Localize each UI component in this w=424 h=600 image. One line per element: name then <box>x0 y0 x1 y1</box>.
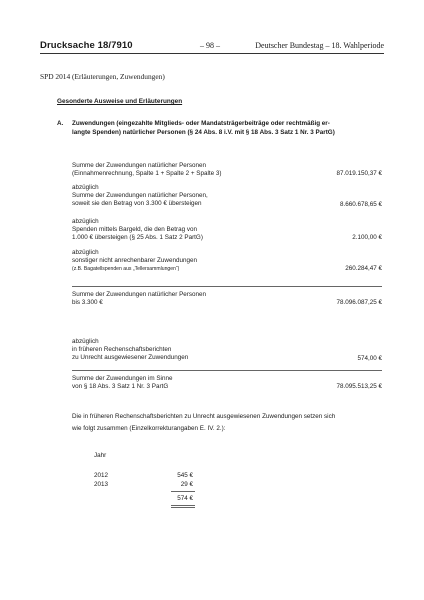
header-rule <box>40 53 384 54</box>
calc-row-label <box>72 291 206 307</box>
page-subtitle: SPD 2014 (Erläuterungen, Zuwendungen) <box>40 72 165 81</box>
section-a-label: A. <box>57 120 64 127</box>
document-number: Drucksache 18/7910 <box>40 40 133 51</box>
table-row-year: 2012 <box>94 472 109 479</box>
calc-row-line: von § 18 Abs. 3 Satz 1 Nr. 3 PartG <box>72 383 169 391</box>
calc-row-line: bis 3.300 € <box>72 299 103 307</box>
calc-row-label <box>72 162 221 178</box>
calc-row-amount: 2.100,00 € <box>352 234 382 241</box>
calc-row-line: Spenden mittels Bargeld, die den Betrag von <box>72 226 197 234</box>
calc-row-note: (z.B. Bagatellspenden aus „Tellersammlungen“) <box>72 266 180 273</box>
calc-row-amount: 8.660.678,65 € <box>339 201 382 208</box>
calc-row-line: Summe der Zuwendungen natürlicher Personen <box>72 162 207 169</box>
calc-row-amount: 260.284,47 € <box>345 265 382 272</box>
paragraph-line: wie folgt zusammen (Einzelkorrekturangaben E. IV. 2.): <box>72 424 226 432</box>
page-number: – 98 – <box>200 41 220 50</box>
subtotal-rule <box>72 286 382 287</box>
calc-row-line: Summe der Zuwendungen natürlicher Personen, <box>72 192 208 200</box>
calc-row-line: (Einnahmenrechnung, Spalte 1 + Spalte 2 + Spalte 3) <box>72 170 222 178</box>
section-title: Gesonderte Ausweise und Erläuterungen <box>57 98 183 105</box>
calc-row-label <box>72 249 197 274</box>
table-double-rule-2 <box>171 507 195 508</box>
calc-row-line: abzüglich <box>72 338 99 345</box>
table-total-value: 574 € <box>177 495 193 502</box>
calc-row-line: abzüglich <box>72 184 99 191</box>
corrections-paragraph <box>72 411 335 434</box>
table-row-value: 545 € <box>177 472 193 479</box>
table-header-year: Jahr <box>94 452 107 459</box>
calc-row-line: in früheren Rechenschaftsberichten <box>72 346 172 354</box>
calc-row-line: abzüglich <box>72 218 99 225</box>
calc-row-label <box>72 375 172 391</box>
table-row-year: 2013 <box>94 481 109 488</box>
table-row-value: 29 € <box>180 481 193 488</box>
calc-row-line: sonstiger nicht anrechenbarer Zuwendungen <box>72 257 197 265</box>
total-rule <box>72 370 382 371</box>
calc-row-line: zu Unrecht ausgewiesener Zuwendungen <box>72 354 189 362</box>
paragraph-line: Die in früheren Rechenschaftsberichten zu Unrecht ausgewiesenen Zuwendungen setzen sich <box>72 413 336 420</box>
section-a-heading-line: Zuwendungen (eingezahlte Mitglieds- oder Mandatsträgerbeiträge oder rechtmäßig er- <box>72 120 330 127</box>
calc-row-amount: 87.019.150,37 € <box>336 170 382 177</box>
calc-row-line: abzüglich <box>72 249 99 256</box>
calc-row-amount: 574,00 € <box>357 355 382 362</box>
calc-row-amount: 78.096.087,25 € <box>336 299 382 306</box>
calc-row-label <box>72 338 188 363</box>
calc-row-line: Summe der Zuwendungen im Sinne <box>72 375 173 382</box>
calc-row-label <box>72 218 203 243</box>
calc-row-line: Summe der Zuwendungen natürlicher Personen <box>72 291 207 298</box>
calc-row-label <box>72 184 208 209</box>
table-sum-rule <box>171 491 195 492</box>
table-double-rule-1 <box>171 505 195 506</box>
section-a-heading <box>72 119 335 137</box>
calc-row-line: 1.000 € übersteigen (§ 25 Abs. 1 Satz 2 PartG) <box>72 234 203 242</box>
section-a-heading-line: langte Spenden) natürlicher Personen (§ 24 Abs. 8 i.V. mit § 18 Abs. 3 Satz 1 Nr. 3 PartG) <box>72 129 335 136</box>
calc-row-line: soweit sie den Betrag von 3.300 € übersteigen <box>72 200 202 208</box>
calc-row-amount: 78.095.513,25 € <box>336 383 382 390</box>
parliament-period: Deutscher Bundestag – 18. Wahlperiode <box>255 41 384 50</box>
